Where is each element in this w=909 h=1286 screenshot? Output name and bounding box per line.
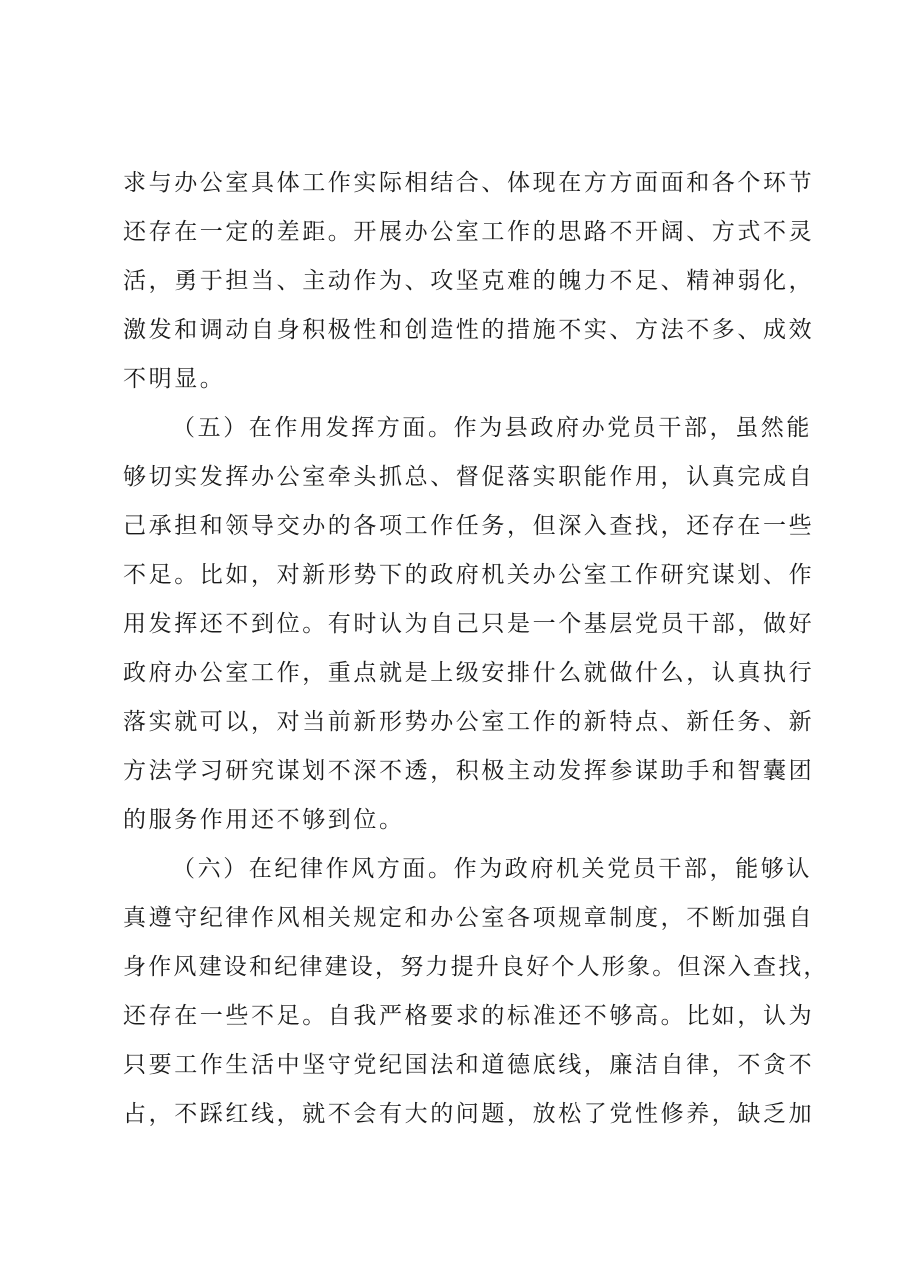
- text-line-3: 活，勇于担当、主动作为、攻坚克难的魄力不足、精神弱化，: [123, 268, 815, 294]
- text-line-17: 身作风建设和纪律建设，努力提升良好个人形象。但深入查找，: [123, 954, 829, 980]
- text-line-9: 不足。比如，对新形势下的政府机关办公室工作研究谋划、作: [123, 562, 815, 588]
- text-line-19: 只要工作生活中坚守党纪国法和道德底线，廉洁自律，不贪不: [123, 1052, 815, 1078]
- text-line-13: 方法学习研究谋划不深不透，积极主动发挥参谋助手和智囊团: [123, 758, 815, 784]
- text-line-18: 还存在一些不足。自我严格要求的标准还不够高。比如，认为: [123, 1003, 815, 1029]
- text-line-2: 还存在一定的差距。开展办公室工作的思路不开阔、方式不灵: [123, 219, 815, 245]
- text-line-20: 占，不踩红线，就不会有大的问题，放松了党性修养，缺乏加: [123, 1101, 815, 1127]
- text-line-12: 落实就可以，对当前新形势办公室工作的新特点、新任务、新: [123, 709, 815, 735]
- paragraph-six-heading-line: （六）在纪律作风方面。作为政府机关党员干部，能够认: [172, 856, 812, 882]
- text-line-1: 求与办公室具体工作实际相结合、体现在方方面面和各个环节: [123, 170, 815, 196]
- text-line-7: 够切实发挥办公室牵头抓总、督促落实职能作用，认真完成自: [123, 464, 815, 490]
- text-line-16: 真遵守纪律作风相关规定和办公室各项规章制度，不断加强自: [123, 905, 815, 931]
- text-line-8: 己承担和领导交办的各项工作任务，但深入查找，还存在一些: [123, 513, 815, 539]
- text-line-14: 的服务作用还不够到位。: [123, 807, 405, 833]
- text-line-4: 激发和调动自身积极性和创造性的措施不实、方法不多、成效: [123, 317, 815, 343]
- text-line-11: 政府办公室工作，重点就是上级安排什么就做什么，认真执行: [123, 660, 815, 686]
- paragraph-five-heading-line: （五）在作用发挥方面。作为县政府办党员干部，虽然能: [172, 415, 812, 441]
- text-line-5: 不明显。: [123, 366, 226, 392]
- text-line-10: 用发挥还不到位。有时认为自己只是一个基层党员干部，做好: [123, 611, 815, 637]
